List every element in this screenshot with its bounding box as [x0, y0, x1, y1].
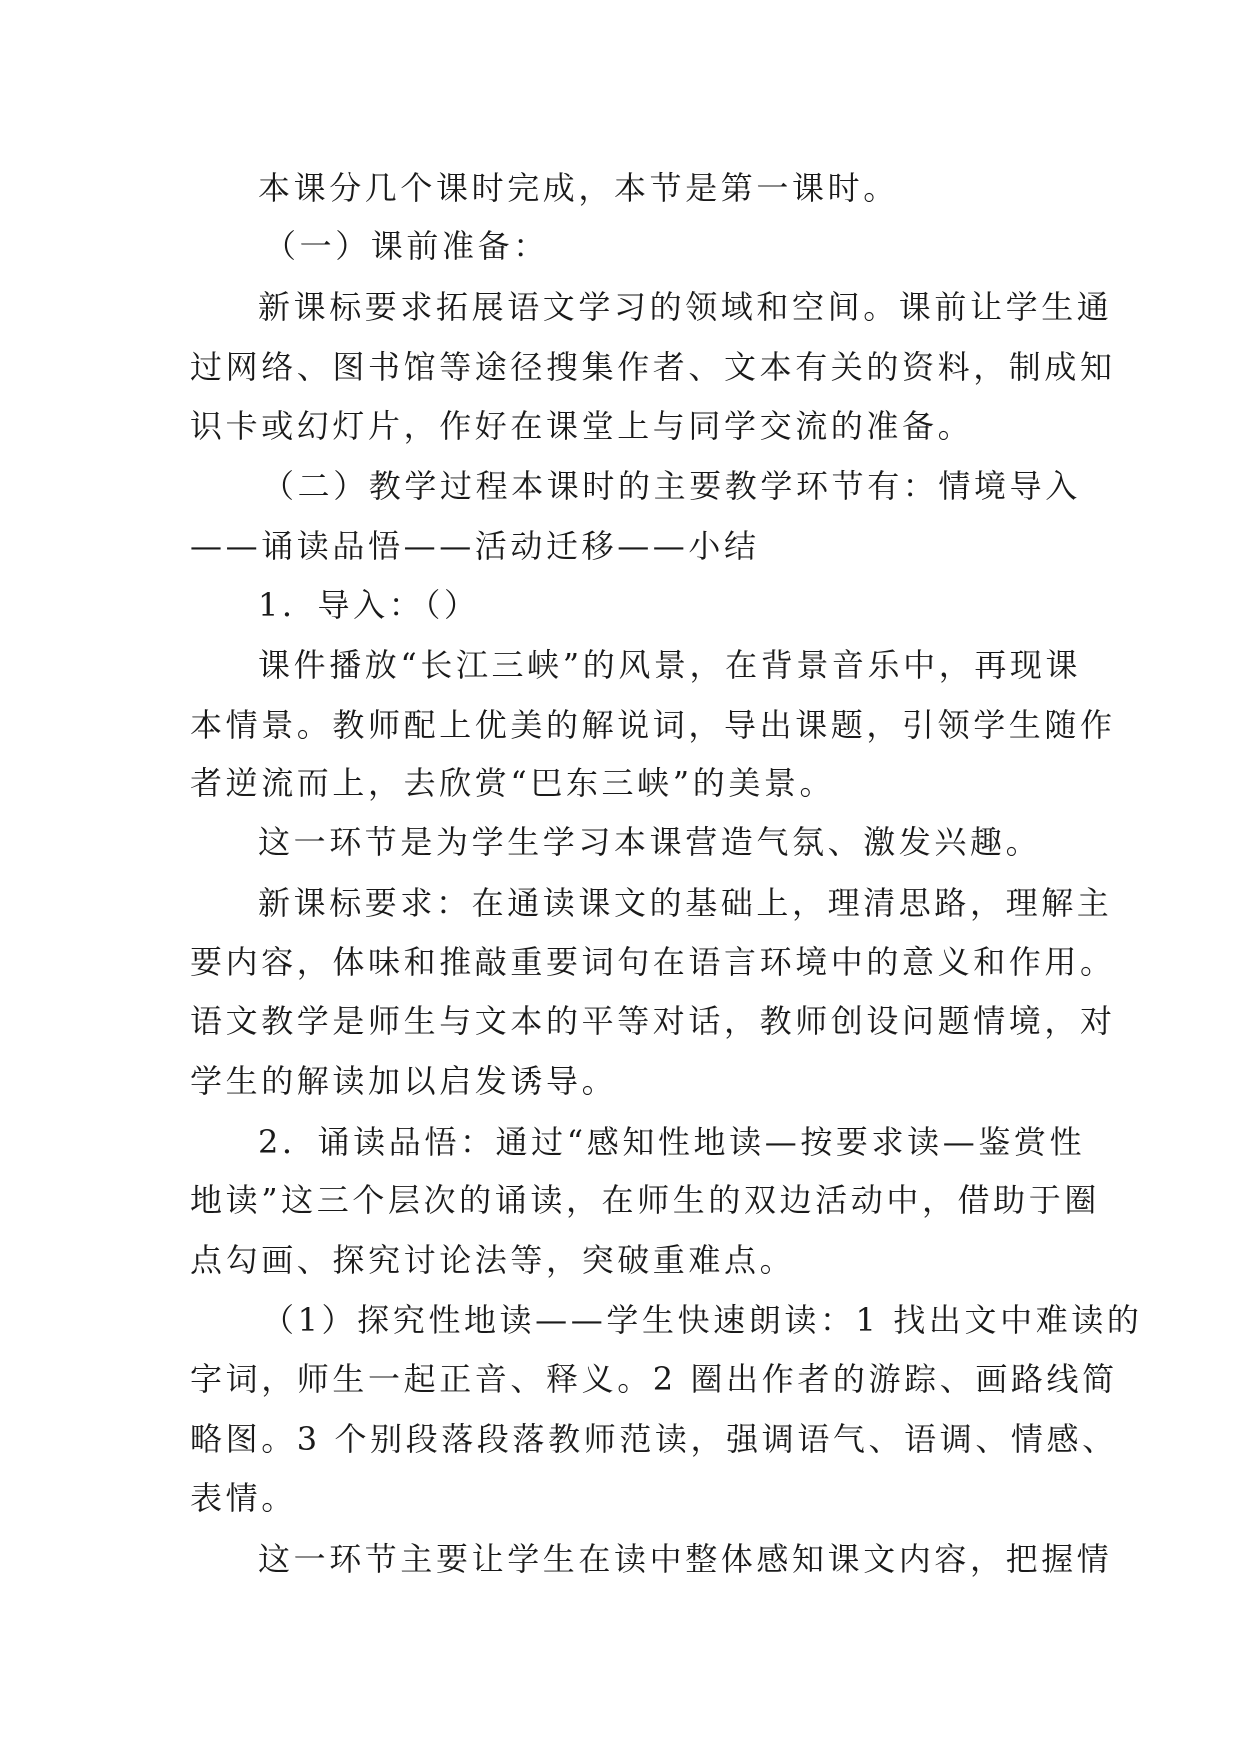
paragraph-line: ——诵读品悟——活动迁移——小结: [190, 527, 760, 565]
paragraph-line: 识卡或幻灯片，作好在课堂上与同学交流的准备。: [190, 407, 974, 445]
paragraph-line: 2．诵读品悟：通过“感知性地读—按要求读—鉴赏性: [258, 1123, 1086, 1161]
paragraph-line: 本课分几个课时完成，本节是第一课时。: [258, 169, 899, 207]
paragraph-line: 课件播放“长江三峡”的风景，在背景音乐中，再现课: [258, 646, 1082, 684]
paragraph-line: 字词，师生一起正音、释义。2 圈出作者的游踪、画路线简: [190, 1360, 1118, 1398]
paragraph-line: 点勾画、探究讨论法等，突破重难点。: [190, 1241, 796, 1279]
paragraph-line: 要内容，体味和推敲重要词句在语言环境中的意义和作用。: [190, 943, 1116, 981]
section-heading: （二）教学过程本课时的主要教学环节有：情境导入: [262, 467, 1081, 505]
paragraph-line: 新课标要求拓展语文学习的领域和空间。课前让学生通: [258, 288, 1113, 326]
paragraph-line: 者逆流而上，去欣赏“巴东三峡”的美景。: [190, 764, 836, 802]
paragraph-line: 新课标要求：在通读课文的基础上，理清思路，理解主: [258, 884, 1113, 922]
paragraph-line: 略图。3 个别段落段落教师范读，强调语气、语调、情感、: [190, 1420, 1118, 1458]
paragraph-line: 过网络、图书馆等途径搜集作者、文本有关的资料，制成知: [190, 348, 1116, 386]
numbered-heading: 1．导入：（）: [258, 586, 480, 624]
section-heading: （一）课前准备：: [264, 227, 549, 265]
paragraph-line: 地读”这三个层次的诵读，在师生的双边活动中，借助于圈: [190, 1181, 1100, 1219]
paragraph-line: 这一环节是为学生学习本课营造气氛、激发兴趣。: [258, 823, 1042, 861]
paragraph-line: 语文教学是师生与文本的平等对话，教师创设问题情境，对: [190, 1002, 1116, 1040]
paragraph-line: 学生的解读加以启发诱导。: [190, 1062, 618, 1100]
paragraph-line: （1）探究性地读——学生快速朗读：1 找出文中难读的: [262, 1301, 1143, 1339]
paragraph-line: 表情。: [190, 1479, 297, 1517]
paragraph-line: 本情景。教师配上优美的解说词，导出课题，引领学生随作: [190, 706, 1116, 744]
paragraph-line: 这一环节主要让学生在读中整体感知课文内容，把握情: [258, 1540, 1113, 1578]
